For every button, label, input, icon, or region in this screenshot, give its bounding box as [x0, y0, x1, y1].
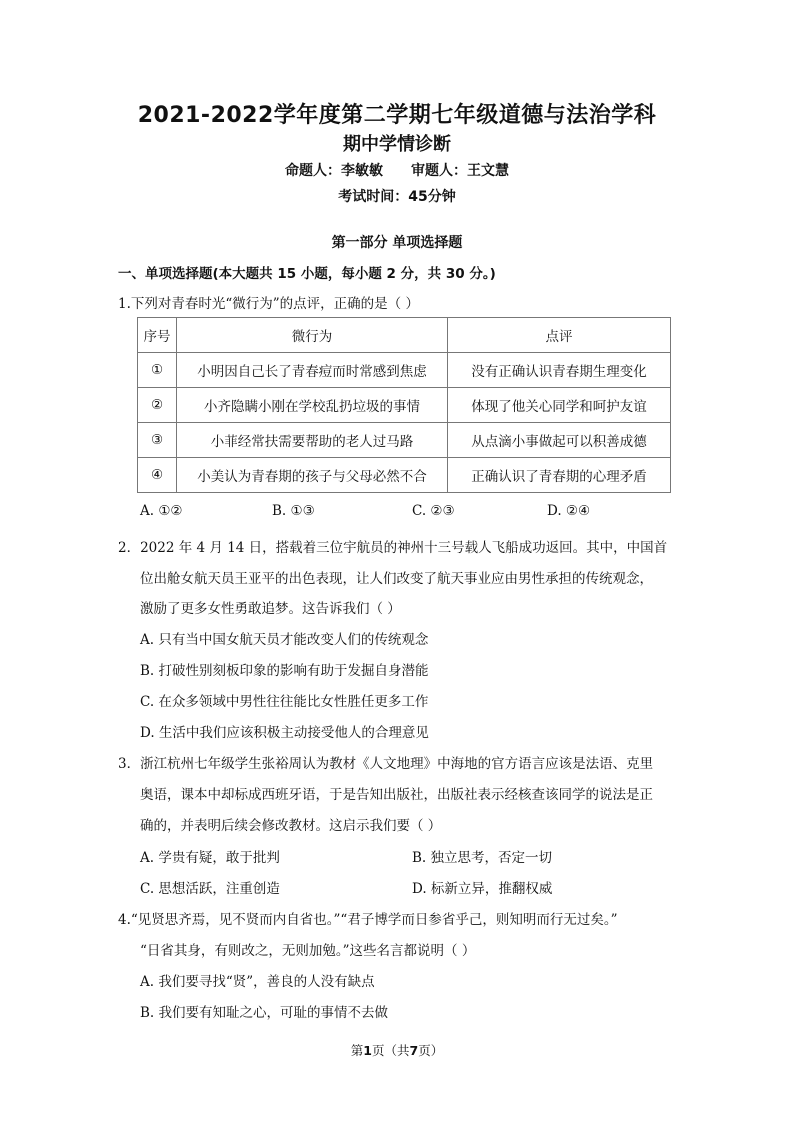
q3-stem-line: 3．浙江杭州七年级学生张裕周认为教材《人文地理》中海地的官方语言应该是法语、克里	[118, 756, 654, 772]
q2-stem-line: 激励了更多女性勇敢追梦。这告诉我们（ ）	[140, 601, 401, 617]
q1-option-d: D. ②④	[547, 503, 591, 519]
question-reviewer: 审题人：王文慧	[411, 163, 509, 179]
table-cell: 小齐隐瞒小刚在学校乱扔垃圾的事情	[177, 388, 448, 423]
table-cell: 从点滴小事做起可以积善成德	[448, 423, 671, 458]
exam-subtitle: 期中学情诊断	[343, 134, 451, 155]
q3-option-d: D. 标新立异，推翻权威	[412, 881, 553, 897]
table-cell: 正确认识了青春期的心理矛盾	[448, 458, 671, 493]
table-cell: 小明因自己长了青春痘而时常感到焦虑	[177, 353, 448, 388]
question-setter: 命题人：李敏敏	[285, 163, 383, 179]
page-number: 1	[363, 1043, 372, 1058]
footer-text: 页）	[418, 1043, 444, 1058]
footer-text: 第	[350, 1043, 364, 1058]
table-header-row	[138, 318, 671, 353]
table-header-cell: 点评	[448, 318, 671, 353]
q3-option-c: C. 思想活跃，注重创造	[140, 881, 280, 897]
q1-table	[137, 317, 671, 493]
table-cell: 小菲经常扶需要帮助的老人过马路	[177, 423, 448, 458]
table-cell: ①	[138, 353, 177, 388]
q3-stem-line: 确的，并表明后续会修改教材。这启示我们要（ ）	[140, 818, 442, 834]
q1-option-c: C. ②③	[412, 503, 455, 519]
q2-option-c: C. 在众多领域中男性往往能比女性胜任更多工作	[140, 694, 429, 710]
page-total: 7	[409, 1043, 419, 1058]
author-line	[0, 160, 794, 180]
table-row	[138, 423, 671, 458]
part-title: 第一部分 单项选择题	[331, 235, 463, 251]
q2-option-d: D. 生活中我们应该积极主动接受他人的合理意见	[140, 725, 429, 741]
q4-option-a: A. 我们要寻找“贤”，善良的人没有缺点	[140, 974, 375, 990]
table-header-cell: 微行为	[177, 318, 448, 353]
table-cell: 体现了他关心同学和呵护友谊	[448, 388, 671, 423]
q4-option-b: B. 我们要有知耻之心，可耻的事情不去做	[140, 1005, 389, 1021]
exam-time: 考试时间：45分钟	[338, 189, 456, 205]
q2-stem-line: 2．2022 年 4 月 14 日，搭载着三位宇航员的神州十三号载人飞船成功返回。其中，中国首	[118, 540, 668, 556]
table-cell: ③	[138, 423, 177, 458]
q3-option-a: A. 学贵有疑，敢于批判	[140, 850, 280, 866]
q3-stem-line: 奥语，课本中却标成西班牙语，于是告知出版社，出版社表示经核查该同学的说法是正	[140, 787, 653, 803]
q4-stem-line: 4.“见贤思齐焉，见不贤而内自省也。”“君子博学而日参省乎己，则知明而行无过矣。”	[118, 912, 618, 928]
exam-title: 2021-2022学年度第二学期七年级道德与法治学科	[137, 103, 657, 128]
q2-option-b: B. 打破性别刻板印象的影响有助于发掘自身潜能	[140, 663, 429, 679]
table-cell: 没有正确认识青春期生理变化	[448, 353, 671, 388]
table-row	[138, 458, 671, 493]
q1-option-b: B. ①③	[272, 503, 315, 519]
footer-text: 页（共	[371, 1043, 410, 1058]
q4-stem-line: “日省其身，有则改之，无则加勉。”这些名言都说明（ ）	[140, 943, 476, 959]
table-row	[138, 388, 671, 423]
q1-stem: 1.下列对青春时光“微行为”的点评，正确的是（ ）	[118, 296, 419, 312]
q2-option-a: A. 只有当中国女航天员才能改变人们的传统观念	[140, 632, 429, 648]
table-cell: ④	[138, 458, 177, 493]
q2-stem-line: 位出舱女航天员王亚平的出色表现，让人们改变了航天事业应由男性承担的传统观念，	[140, 571, 653, 587]
table-cell: ②	[138, 388, 177, 423]
section-title: 一、单项选择题(本大题共 15 小题，每小题 2 分，共 30 分。)	[118, 266, 496, 282]
table-header-cell: 序号	[138, 318, 177, 353]
q3-option-b: B. 独立思考，否定一切	[412, 850, 553, 866]
table-cell: 小美认为青春期的孩子与父母必然不合	[177, 458, 448, 493]
table-row	[138, 353, 671, 388]
page-footer	[0, 1041, 794, 1059]
q1-option-a: A. ①②	[140, 503, 183, 519]
